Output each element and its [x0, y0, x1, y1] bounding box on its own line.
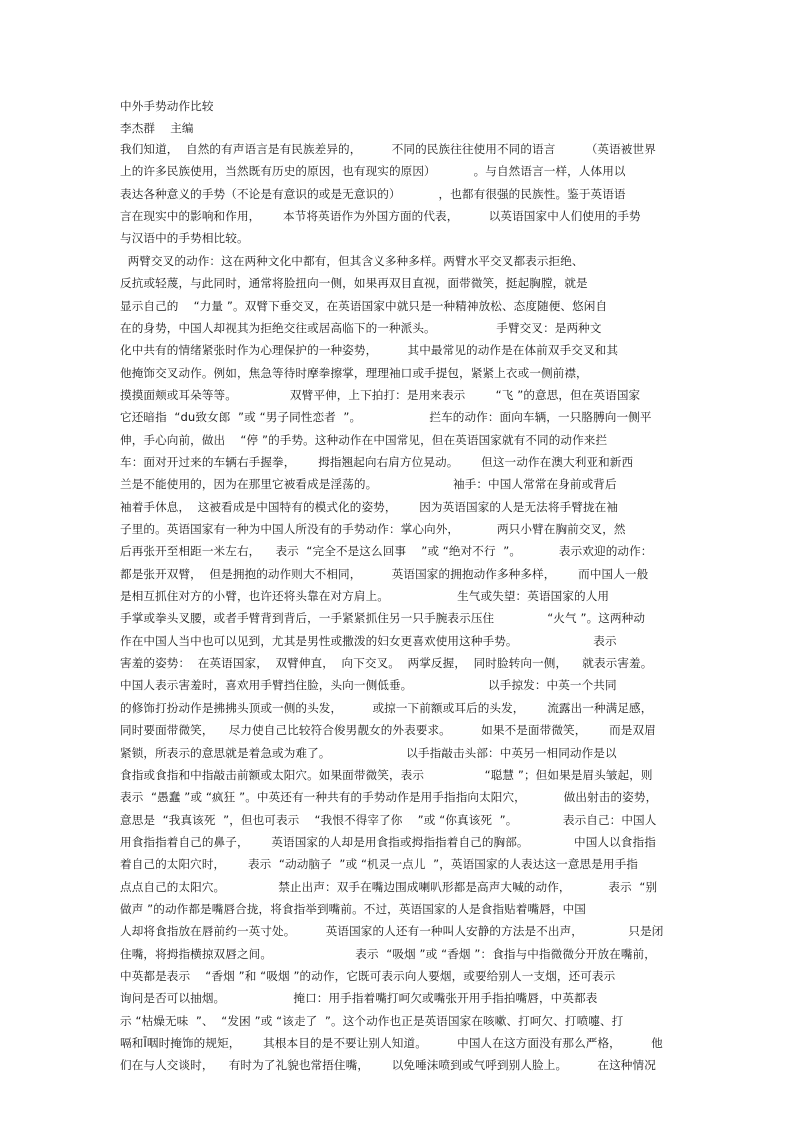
body-text-line: 言在现实中的影响和作用， 本节将英语作为外国方面的代表， 以英语国家中人们使用的手势 [120, 209, 641, 224]
body-text-line: 表达各种意义的手势（不论是有意识的或是无意识的） ，也都有很强的民族性。鉴于英语语 [120, 186, 626, 201]
body-text-line: 害羞的姿势： 在英语国家， 双臂伸直， 向下交叉。 两掌反握， 同时脸转向一侧， 就表示害羞。 [120, 656, 653, 671]
body-text-line: 人却将食指放在唇前约一英寸处。 英语国家的人还有一种叫人安静的方法是不出声， 只是闭 [120, 924, 664, 939]
body-text-line: 嗝和Ī咽时掩饰的规矩， 其根本目的是不要让别人知道。 中国人在这方面没有那么严格， 他 [120, 1036, 663, 1050]
body-text-line: 反抗或轻蔑，与此同时，通常将脸扭向一侧，如果再双目直视，面带微笑，挺起胸膛，就是 [120, 276, 588, 291]
body-text-line: 是相互抓住对方的小臂，也许还将头靠在对方肩上。 生气或失望：英语国家的人用 [120, 589, 610, 603]
body-text-line: 摸摸面颊或耳朵等等。 双臂平伸，上下拍打：是用来表示 “飞 ”的意思，但在英语国家 [120, 387, 641, 402]
body-text-line: 显示自己的 “力量 ”。双臂下垂交叉，在英语国家中就只是一种精神放松、态度随便、悠闲自 [120, 298, 608, 313]
body-text-line: 同时要面带微笑， 尽力使自己比较符合俊男靓女的外表要求。 如果不是面带微笑， 而是双眉 [120, 723, 656, 738]
body-text-line: 中国人表示害羞时，喜欢用手臂挡住脸，头向一侧低垂。 以手掠发：中英一个共同 [120, 678, 617, 693]
body-text-line: 点点自己的太阳穴。 禁止出声：双手在嘴边围成喇叭形都是高声大喊的动作， 表示 “别 [120, 879, 658, 894]
body-text-line: 做声 ”的动作都是嘴唇合拢，将食指举到嘴前。不过，英语国家的人是食指贴着嘴唇，中国 [120, 901, 586, 916]
body-text-line: 兰是不能使用的，因为在那里它被看成是淫荡的。 袖手：中国人常常在身前或背后 [120, 477, 617, 492]
body-text-line: 上的许多民族使用，当然既有历史的原因，也有现实的原因） 。与自然语言一样，人体用以 [120, 164, 626, 179]
body-text-line: 后再张开至相距一米左右， 表示 “完全不是这么回事 ”或 “绝对不行 ”。 表示欢迎的动作： [120, 544, 653, 559]
body-text-line: 他掩饰交叉动作。例如，焦急等待时摩拳擦掌，理理袖口或手提包，紧紧上衣或一侧前襟， [120, 365, 588, 380]
body-text-line: 表示 “愚蠢 ”或 “疯狂 ”。中英还有一种共有的手势动作是用手指指向太阳穴， 做出射击的姿势， [120, 790, 658, 805]
body-text-line: 与汉语中的手势相比较。 [120, 231, 249, 246]
body-text-line: 用食指指着自己的鼻子， 英语国家的人却是用食指或拇指指着自己的胸部。 中国人以食指指 [120, 834, 656, 849]
body-text-line: 意思是 “我真该死 ”，但也可表示 “我恨不得宰了你 ”或 “你真该死 ”。 表示自己：中国人 [120, 812, 657, 827]
body-text-line: 伸，手心向前，做出 “停 ”的手势。这种动作在中国常见，但在英语国家就有不同的动作来拦 [120, 432, 608, 447]
body-text-line: 车：面对开过来的车辆右手握拳， 拇指翘起向右肩方位晃动。 但这一动作在澳大利亚和新西 [120, 454, 634, 469]
body-text-line: 的修饰打扮动作是拂拂头顶或一侧的头发， 或掠一下前额或耳后的头发， 流露出一种满足感， [120, 700, 653, 715]
document-author: 李杰群 主编 [120, 121, 194, 135]
body-text-line: 我们知道， 自然的有声语言是有民族差异的， 不同的民族往往使用不同的语言 （英语被世界 [120, 142, 656, 156]
body-text-line: 袖着手休息， 这被看成是中国特有的模式化的姿势， 因为英语国家的人是无法将手臂拢在袖 [120, 499, 619, 514]
body-text-line: 紧锁，所表示的意思就是着急或为难了。 以手指敲击头部：中英另一相同动作是以 [120, 745, 617, 760]
body-text-line: 都是张开双臂， 但是拥抱的动作则大不相同， 英语国家的拥抱动作多种多样， 而中国人一般 [120, 566, 649, 581]
body-text-line: 食指或食指和中指敲击前额或太阳穴。如果面带微笑，表示 “聪慧 ”；但如果是眉头皱起，则 [120, 767, 653, 782]
body-text-line: 化中共有的情绪紧张时作为心理保护的一种姿势， 其中最常见的动作是在体前双手交叉和其 [120, 343, 619, 358]
body-text-line: 们在与人交谈时， 有时为了礼貌也常捂住嘴， 以免唾沫喷到或气呼到别人脸上。 在这种情况 [120, 1058, 656, 1073]
body-text-line: 手掌或拳头叉腰，或者手臂背到背后，一手紧紧抓住另一只手腕表示压住 “火气 ”。这两种动 [120, 611, 646, 626]
document-title: 中外手势动作比较 [120, 99, 214, 113]
body-text-line: 两臂交叉的动作：这在两种文化中都有，但其含义多种多样。两臂水平交叉都表示拒绝、 [120, 253, 584, 268]
body-text-line: 着自己的太阳穴时， 表示 “动动脑子 ”或 “机灵一点儿 ”，英语国家的人表达这一意思是用手指 [120, 857, 638, 872]
body-text-line: 在的身势，中国人却视其为拒绝交往或居高临下的一种派头。 手臂交叉：是两种文 [120, 320, 602, 335]
body-text-line: 作在中国人当中也可以见到，尤其是男性或撒泼的妇女更喜欢使用这种手势。 表示 [120, 633, 617, 648]
body-text-line: 它还暗指 “du致女郎 ”或 “男子同性恋者 ”。 拦车的动作：面向车辆，一只胳膊向一侧平 [120, 410, 652, 425]
body-text-line: 住嘴，将拇指横掠双唇之间。 表示 “吸烟 ”或 “香烟 ”：食指与中指微微分开放在嘴前， [120, 946, 656, 961]
body-text-line: 询问是否可以抽烟。 掩口：用手指着嘴打呵欠或嘴张开用手指拍嘴唇，中英都表 [120, 991, 598, 1006]
body-text-line: 子里的。英语国家有一种为中国人所没有的手势动作：掌心向外， 两只小臂在胸前交叉，然 [120, 522, 626, 536]
body-text-line: 中英都是表示 “香烟 ”和 “吸烟 ”的动作，它既可表示向人要烟，或要给别人一支烟，还可表示 [120, 969, 616, 983]
body-text-line: 示 “枯燥无味 ”、 “发困 ”或 “该走了 ”。这个动作也正是英语国家在咳嗽、打呵欠、打喷嚏、打 [120, 1013, 624, 1028]
